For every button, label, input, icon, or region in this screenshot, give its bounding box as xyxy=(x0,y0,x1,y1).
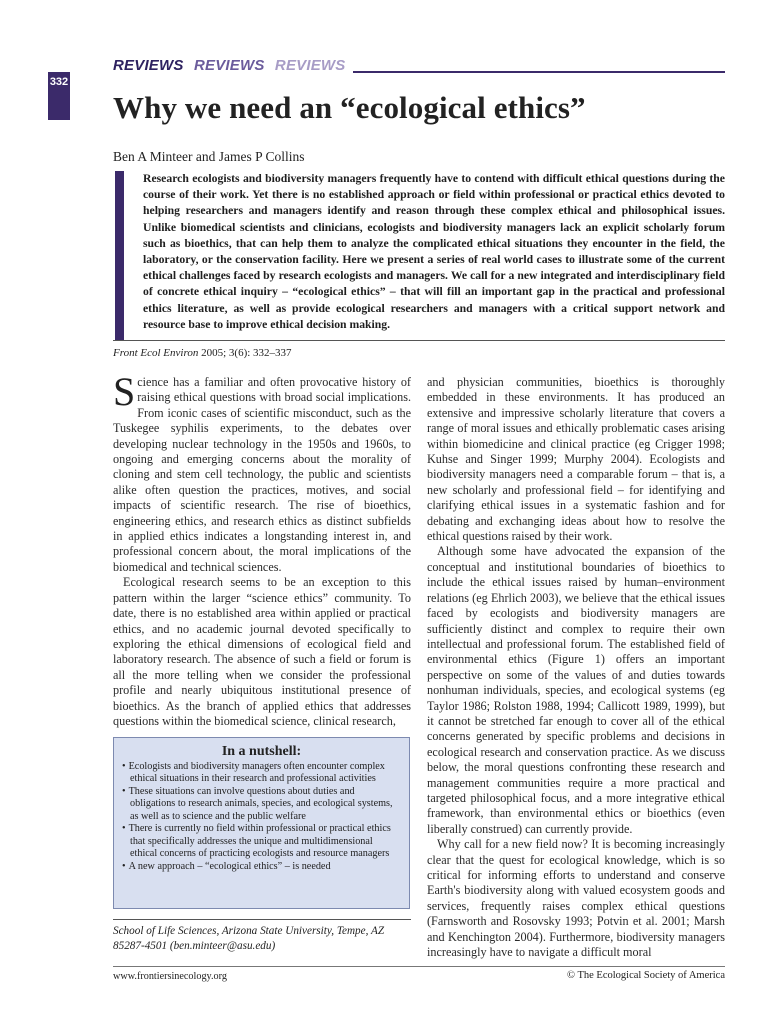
section-header xyxy=(113,55,725,77)
abstract-rule xyxy=(113,340,725,341)
body-column-right xyxy=(427,375,725,960)
nutshell-item: • There is currently no field within professional or practical ethics that specifically addresses the unique and multidimensional ethical concerns of practicing ecologists and resource managers xyxy=(130,823,401,861)
page-number-tab: 332 xyxy=(48,72,70,120)
body-paragraph: Why call for a new field now? It is becoming increasingly clear that the quest for ecological knowledge, which is so critical for informing efforts to understand and conserve Earth's biodiversity along with valued ecosystem goods and services, frequently raises complex ethical questions (Farnsworth and Rosovsky 1993; Potvin et al. 2001; Marsh and Kenchington 2004). Furthermore, biodiversity managers increasingly have to navigate a difficult moral xyxy=(427,837,725,960)
body-column-left xyxy=(113,369,411,729)
article-title: Why we need an “ecological ethics” xyxy=(113,90,586,125)
footer-rule xyxy=(113,966,725,967)
abstract-bar xyxy=(115,171,124,341)
citation-journal: Front Ecol Environ xyxy=(113,347,199,359)
body-paragraph: and physician communities, bioethics is thoroughly embedded in these environments. It has produced an extensive and impressive scholarly literature that covers a range of moral issues and ethically problematic cases arising within biomedicine and clinical practice (eg Crigger 1998; Kuhse and Singer 1999; Murphy 2004). Ecologists and biodiversity managers need a comparable forum – that is, a new scholarly and professional field – for identifying and clarifying ethical issues in a systematic fashion and for debating and exchanging ideas about how to resolve the ethical questions raised by their work. xyxy=(427,375,725,544)
citation xyxy=(113,347,292,359)
footer-copyright: © The Ecological Society of America xyxy=(567,970,725,981)
section-label-2: REVIEWS xyxy=(193,57,265,74)
footer-website: www.frontiersinecology.org xyxy=(113,971,227,982)
nutshell-item: • Ecologists and biodiversity managers often encounter complex ethical situations in their research and professional activities xyxy=(130,761,401,786)
affiliation-rule xyxy=(113,919,411,920)
body-paragraph xyxy=(113,369,411,575)
author-affiliation: School of Life Sciences, Arizona State University, Tempe, AZ 85287-4501 (ben.minteer@asu.edu) xyxy=(113,925,385,952)
nutshell-title: In a nutshell: xyxy=(221,744,302,759)
citation-details: 2005; 3(6): 332–337 xyxy=(198,347,292,359)
drop-cap: S xyxy=(113,369,136,414)
body-paragraph: Ecological research seems to be an exception to this pattern within the larger “science ethics” community. To date, there is no established area within applied or practical ethics, and no academic journal devoted specifically to exploring the ethical dimensions of ecological field and laboratory research. The absence of such a field or forum is all the more telling when we consider the professional profile and nearly ubiquitous institutional presence of bioethics. As the branch of applied ethics that addresses questions within the biomedical science, clinical research, xyxy=(113,575,411,728)
section-label-3: REVIEWS xyxy=(274,57,346,74)
header-rule xyxy=(353,71,725,73)
body-paragraph-text: cience has a familiar and often provocative history of raising ethical questions with broad social implications. From iconic cases of scientific misconduct, such as the Tuskegee syphilis experiments, to the debates over developing nuclear technology in the 1950s and 1960s, to ongoing and emerging concerns about the morality of cloning and stem cell technology, the public and scientists alike often question the practices, motives, and social impacts of scientific research. The rise of bioethics, engineering ethics, and research ethics as distinct subfields in applied ethics indicates a longstanding interest in, and professional concern about, the moral implications of the biomedical and technical sciences. xyxy=(113,375,411,574)
section-labels xyxy=(113,57,351,74)
nutshell-box xyxy=(113,737,410,909)
nutshell-list xyxy=(122,761,401,874)
section-label-1: REVIEWS xyxy=(113,57,184,74)
article-authors: Ben A Minteer and James P Collins xyxy=(113,149,305,164)
body-paragraph: Although some have advocated the expansion of the conceptual and institutional boundaries of bioethics to include the ethical issues raised by human–environment relations (eg Ehrlich 2003), we believe that the ethical issues faced by ecologists and biodiversity managers are sufficiently distinct and complex to require their own intellectual and professional forum. The established field of environmental ethics (Figure 1) offers an important perspective on some of the values of and duties towards nonhuman individuals, species, and ecological systems (eg Taylor 1986; Rolston 1988, 1994; Callicott 1989, 1999), but it cannot be stretched far enough to cover all of the ethical concerns generated by specific problems and decisions in ecological research and conservation practice. As we discuss below, the moral questions confronting these research and management communities require a more practical and targeted philosophical focus, and a more integrative ethical framework, than environmental ethics or bioethics (even liberally construed) can currently provide. xyxy=(427,544,725,836)
article-abstract: Research ecologists and biodiversity managers frequently have to contend with difficult ethical questions during the course of their work. Yet there is no established approach or field within professional or practical ethics devoted to helping researchers and managers identify and reason through these complex ethical and philosophical issues. Unlike biomedical scientists and clinicians, ecologists and biodiversity managers lack an explicit scholarly forum such as bioethics, that can help them to analyze the complicated ethical situations they encounter in the field, the laboratory, or the conservation facility. Here we present a series of real world cases to illustrate some of the current ethical challenges faced by research ecologists and managers. We call for a new integrated and interdisciplinary field of concrete ethical inquiry – “ecological ethics” – that will fill an important gap in the practical and professional ethics literature, as well as provide ecological researchers and managers with a critical support network and resource base to improve ethical decision making. xyxy=(143,172,725,331)
nutshell-item: • A new approach – “ecological ethics” – is needed xyxy=(130,861,401,874)
nutshell-item: • These situations can involve questions about duties and obligations to research animals, species, and ecological systems, as well as to science and the public welfare xyxy=(130,786,401,824)
